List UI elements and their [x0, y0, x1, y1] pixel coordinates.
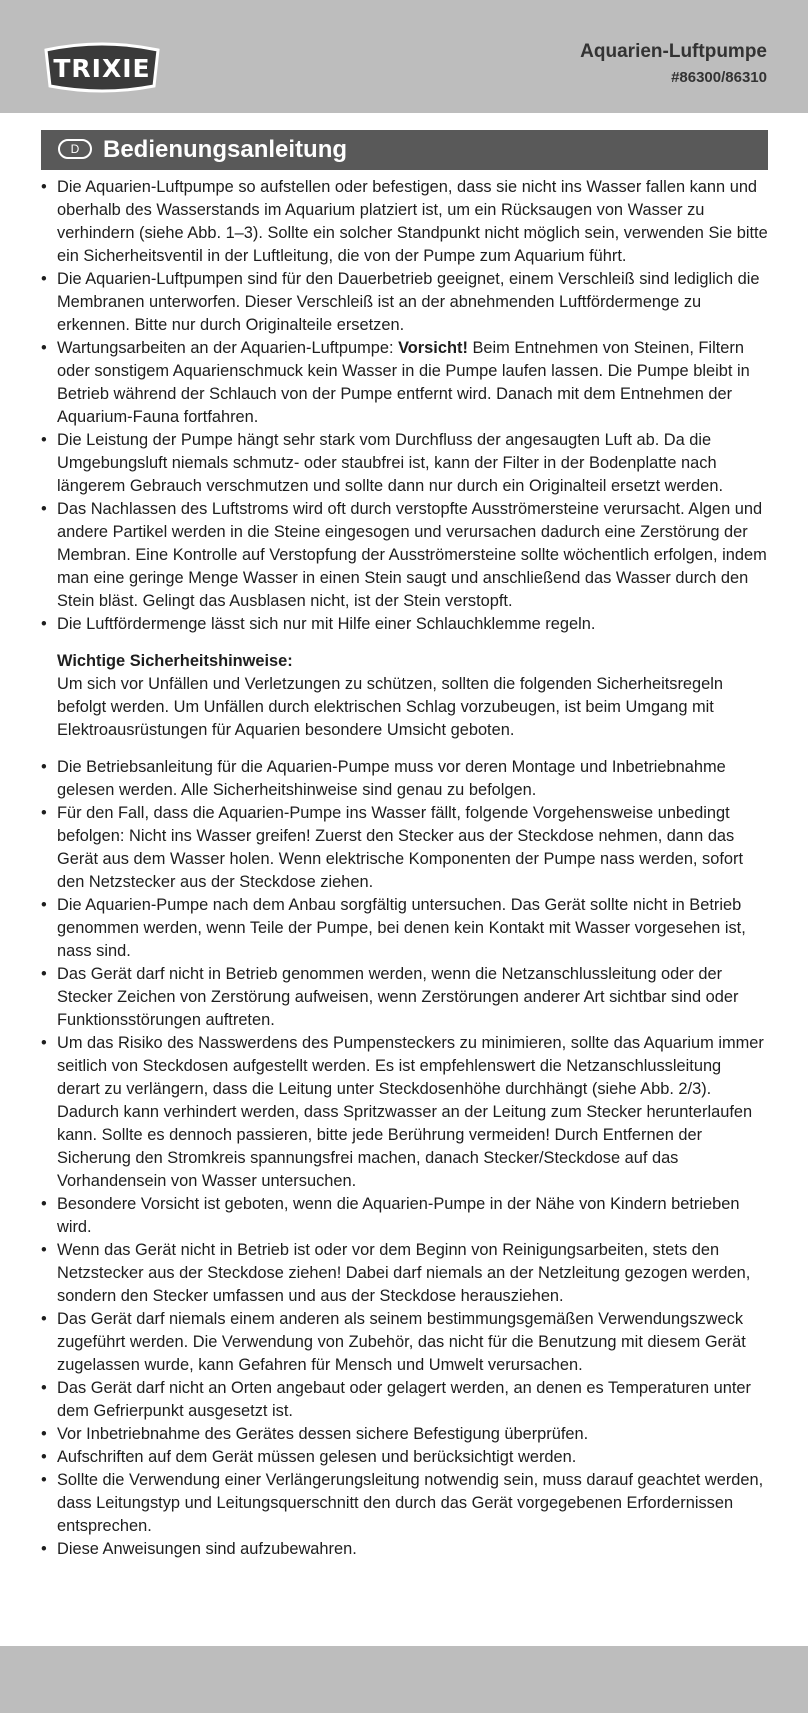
- list-item: • Für den Fall, dass die Aquarien-Pumpe ins Wasser fällt, folgende Vorgehensweise unbedingt befolgen: Nicht ins Wasser greifen! Zuerst den Stecker aus der Steckdose nehmen, dann das Gerät aus dem Wasser holen. Wenn elektrische Komponenten der Pumpe nass werden, sofort den Netzstecker aus der Steckdose ziehen.: [41, 802, 768, 894]
- list-item: • Die Betriebsanleitung für die Aquarien-Pumpe muss vor deren Montage und Inbetriebnahme gelesen werden. Alle Sicherheitshinweise sind genau zu befolgen.: [41, 756, 768, 802]
- document-body: [41, 176, 768, 1561]
- svg-text:TRIXIE: TRIXIE: [53, 54, 151, 83]
- product-code: #86300/86310: [671, 69, 767, 86]
- list-item: • Das Gerät darf nicht in Betrieb genommen werden, wenn die Netzanschlussleitung oder der Stecker Zeichen von Zerstörung aufweisen, wenn Zerstörungen anderer Art sichtbar sind oder Funktionsstörungen auftreten.: [41, 963, 768, 1032]
- trixie-logo-graphic: [40, 40, 164, 96]
- list-item: • Aufschriften auf dem Gerät müssen gelesen und berücksichtigt werden.: [41, 1446, 768, 1469]
- safety-heading: Wichtige Sicherheitshinweise:: [57, 652, 293, 670]
- list-item: • Sollte die Verwendung einer Verlängerungsleitung notwendig sein, muss darauf geachtet werden, dass Leitungstyp und Leitungsquerschnitt den durch das Gerät vorgegebenen Erfordernissen entsprechen.: [41, 1469, 768, 1538]
- safety-intro: Um sich vor Unfällen und Verletzungen zu schützen, sollten die folgenden Sicherheitsregeln befolgt werden. Um Unfällen durch elektrischen Schlag vorzubeugen, ist beim Umgang mit Elektroausrüstungen für Aquarien besondere Umsicht geboten.: [57, 675, 724, 739]
- list-item: • Diese Anweisungen sind aufzubewahren.: [41, 1538, 768, 1561]
- section-header: [41, 130, 768, 170]
- page-header: [0, 0, 808, 113]
- text-span: Beim Entnehmen von Steinen, Filtern oder sonstigem Aquarienschmuck kein Wasser in die Pumpe laufen lassen. Die Pumpe bleibt in Betrieb während der Schlauch von der Pumpe entfernt wird. Danach mit dem Entnehmen der Aquarium-Fauna fortfahren.: [57, 339, 750, 426]
- list-item: • Das Gerät darf nicht an Orten angebaut oder gelagert werden, an denen es Temperaturen unter dem Gefrierpunkt ausgesetzt ist.: [41, 1377, 768, 1423]
- list-item: • Das Gerät darf niemals einem anderen als seinem bestimmungsgemäßen Verwendungszweck zugeführt werden. Die Verwendung von Zubehör, das nicht für die Benutzung mit diesem Gerät zugelassen wurde, kann Gefahren für Mensch und Umwelt verursachen.: [41, 1308, 768, 1377]
- list-item: • Die Luftfördermenge lässt sich nur mit Hilfe einer Schlauchklemme regeln.: [41, 613, 768, 636]
- page-footer: [0, 1646, 808, 1713]
- safety-list: [41, 756, 768, 1561]
- list-item: • Das Nachlassen des Luftstroms wird oft durch verstopfte Ausströmersteine verursacht. Algen und andere Partikel werden in die Steine eingesogen und verursachen dadurch eine Zerstörung der Membran. Eine Kontrolle auf Verstopfung der Ausströmersteine sollte wöchentlich erfolgen, indem man eine geringe Menge Wasser in einen Stein saugt und anschließend das Wasser durch den Stein bläst. Gelingt das Ausblasen nicht, ist der Stein verstopft.: [41, 498, 768, 613]
- instruction-list: [41, 176, 768, 636]
- list-item: • Die Aquarien-Luftpumpen sind für den Dauerbetrieb geeignet, einem Verschleiß sind lediglich die Membranen unterworfen. Dieser Verschleiß ist an der abnehmenden Luftfördermenge zu erkennen. Bitte nur durch Originalteile ersetzen.: [41, 268, 768, 337]
- list-item: • Vor Inbetriebnahme des Gerätes dessen sichere Befestigung überprüfen.: [41, 1423, 768, 1446]
- safety-intro-block: [57, 650, 768, 742]
- list-item: • Um das Risiko des Nasswerdens des Pumpensteckers zu minimieren, sollte das Aquarium immer seitlich von Steckdosen aufgestellt werden. Es ist empfehlenswert die Netzanschlussleitung derart zu verlängern, dass die Leitung unter Steckdosenhöhe durchhängt (siehe Abb. 2/3). Dadurch kann verhindert werden, dass Spritzwasser an der Leitung zum Stecker herunterlaufen kann. Sollte es dennoch passieren, bitte jede Berührung vermeiden! Durch Entfernen der Sicherung den Stromkreis spannungsfrei machen, danach Stecker/Steckdose auf das Vorhandensein von Wasser untersuchen.: [41, 1032, 768, 1193]
- list-item: • Besondere Vorsicht ist geboten, wenn die Aquarien-Pumpe in der Nähe von Kindern betrieben wird.: [41, 1193, 768, 1239]
- list-item: • Wenn das Gerät nicht in Betrieb ist oder vor dem Beginn von Reinigungsarbeiten, stets den Netzstecker aus der Steckdose ziehen! Dabei darf niemals an der Netzleitung gezogen werden, sondern den Stecker umfassen und aus der Steckdose herausziehen.: [41, 1239, 768, 1308]
- list-item: • Die Leistung der Pumpe hängt sehr stark vom Durchfluss der angesaugten Luft ab. Da die Umgebungsluft niemals schmutz- oder staubfrei ist, kann der Filter in der Bodenplatte nach längerem Gebrauch verschmutzen und sollte dann nur durch ein Originalteil ersetzt werden.: [41, 429, 768, 498]
- product-title: Aquarien-Luftpumpe: [580, 41, 767, 62]
- trixie-logo: [40, 40, 164, 96]
- list-item: [41, 337, 768, 429]
- language-badge: D: [58, 139, 92, 159]
- list-item: • Die Aquarien-Luftpumpe so aufstellen oder befestigen, dass sie nicht ins Wasser fallen kann und oberhalb des Wasserstands im Aquarium platziert ist, um ein Rücksaugen von Wasser zu verhindern (siehe Abb. 1–3). Sollte ein solcher Standpunkt nicht möglich sein, verwenden Sie bitte ein Sicherheitsventil in der Luftleitung, die von der Pumpe zum Aquarium führt.: [41, 176, 768, 268]
- warning-label: Vorsicht!: [398, 339, 468, 357]
- list-item: • Die Aquarien-Pumpe nach dem Anbau sorgfältig untersuchen. Das Gerät sollte nicht in Betrieb genommen werden, wenn Teile der Pumpe, bei denen kein Kontakt mit Wasser vorgesehen ist, nass sind.: [41, 894, 768, 963]
- section-title: Bedienungsanleitung: [103, 136, 348, 163]
- text-span: Wartungsarbeiten an der Aquarien-Luftpumpe:: [57, 339, 399, 357]
